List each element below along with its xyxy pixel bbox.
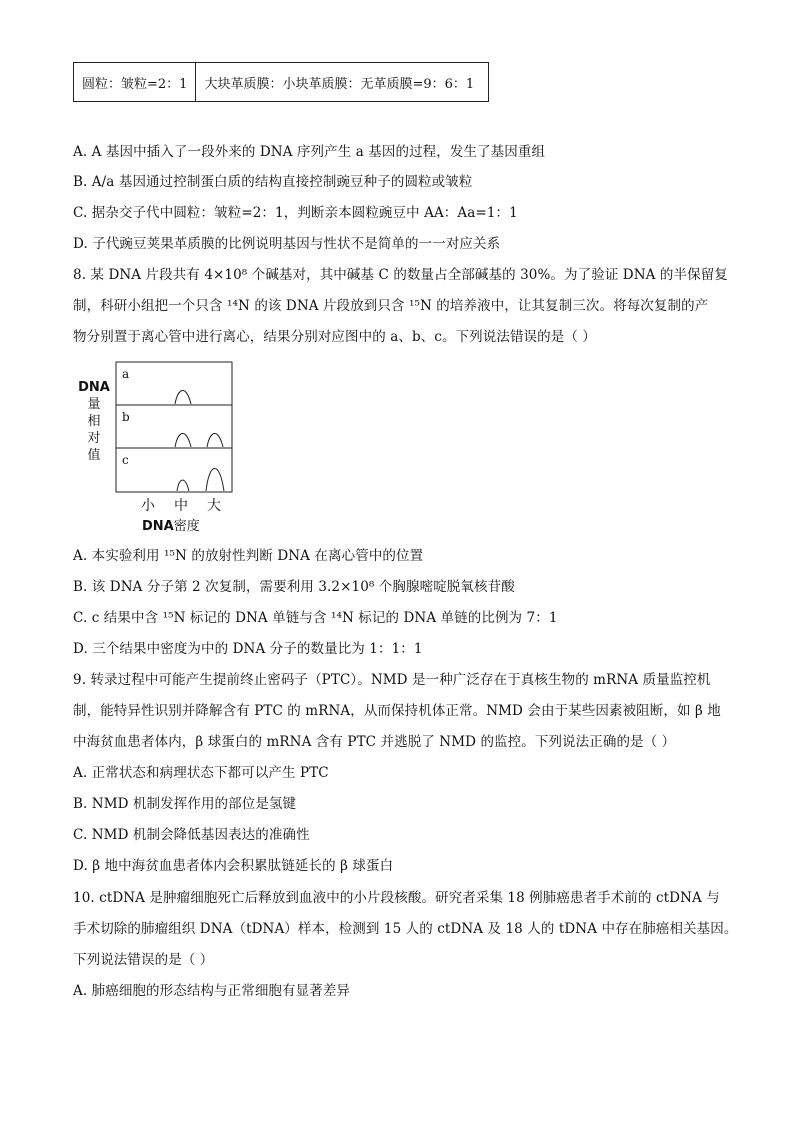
y-axis-label: DNA 量 相 对 值 xyxy=(78,380,110,463)
panel-b-peak-heavy xyxy=(207,433,223,447)
option-9b: B. NMD 机制发挥作用的部位是氢键 xyxy=(73,796,297,812)
option-8c: C. c 结果中含 ¹⁵N 标记的 DNA 单链与含 ¹⁴N 标记的 DNA 单链的比例为 7：1 xyxy=(73,610,558,626)
table-cell-pod-membrane: 大块革质膜：小块革质膜：无革质膜=9：6：1 xyxy=(196,63,489,102)
panel-a-peak-middle xyxy=(175,390,191,404)
table-row xyxy=(74,63,489,102)
panel-label-b: b xyxy=(122,410,130,424)
panel-c-peak-heavy xyxy=(206,468,224,491)
x-axis-label: DNA密度 xyxy=(142,519,200,534)
question-10-line-2: 手术切除的肺瘤组织 DNA（tDNA）样本，检测到 15 人的 ctDNA 及 18 人的 tDNA 中存在肺癌相关基因。 xyxy=(73,921,738,937)
question-8-line-2: 制，科研小组把一个只含 ¹⁴N 的该 DNA 片段放到只含 ¹⁵N 的培养液中，让其复制三次。将每次复制的产 xyxy=(73,298,709,314)
x-tick-small: 小 xyxy=(141,498,155,514)
option-10a: A. 肺癌细胞的形态结构与正常细胞有显著差异 xyxy=(73,983,351,999)
panel-b-peak-middle xyxy=(175,433,191,447)
table-cell-seed-shape: 圆粒：皱粒=2：1 xyxy=(74,63,196,102)
question-9-line-3: 中海贫血患者体内，β 球蛋白的 mRNA 含有 PTC 并逃脱了 NMD 的监控。下列说法正确的是（ ） xyxy=(73,734,676,750)
x-tick-large: 大 xyxy=(207,498,221,514)
option-9c: C. NMD 机制会降低基因表达的准确性 xyxy=(73,827,310,843)
option-7b: B. A/a 基因通过控制蛋白质的结构直接控制豌豆种子的圆粒或皱粒 xyxy=(73,174,473,190)
panel-label-c: c xyxy=(122,453,129,467)
option-7a: A. A 基因中插入了一段外来的 DNA 序列产生 a 基因的过程，发生了基因重组 xyxy=(73,144,546,160)
question-8-line-3: 物分别置于离心管中进行离心，结果分别对应图中的 a、b、c。下列说法错误的是（ ） xyxy=(73,329,596,345)
option-9d: D. β 地中海贫血患者体内会积累肽链延长的 β 球蛋白 xyxy=(73,858,394,874)
question-9-line-1: 9. 转录过程中可能产生提前终止密码子（PTC）。NMD 是一种广泛存在于真核生物的 mRNA 质量监控机 xyxy=(73,672,711,688)
panel-label-a: a xyxy=(122,367,130,381)
option-8d: D. 三个结果中密度为中的 DNA 分子的数量比为 1：1：1 xyxy=(73,641,423,657)
x-tick-middle: 中 xyxy=(174,498,188,514)
panel-c-peak-middle xyxy=(177,480,189,491)
dna-density-figure xyxy=(76,360,246,535)
option-7d: D. 子代豌豆荚果革质膜的比例说明基因与性状不是简单的一一对应关系 xyxy=(73,236,501,252)
question-10-line-1: 10. ctDNA 是肿瘤细胞死亡后释放到血液中的小片段核酸。研究者采集 18 例肺癌患者手术前的 ctDNA 与 xyxy=(73,890,720,906)
question-8-line-1: 8. 某 DNA 片段共有 4×10⁸ 个碱基对，其中碱基 C 的数量占全部碱基的 30%。为了验证 DNA 的半保留复 xyxy=(73,267,728,283)
option-9a: A. 正常状态和病理状态下都可以产生 PTC xyxy=(73,765,329,781)
question-9-line-2: 制，能特异性识别并降解含有 PTC 的 mRNA，从而保持机体正常。NMD 会由于某些因素被阻断，如 β 地 xyxy=(73,703,721,719)
option-8a: A. 本实验利用 ¹⁵N 的放射性判断 DNA 在离心管中的位置 xyxy=(73,548,424,564)
option-8b: B. 该 DNA 分子第 2 次复制，需要利用 3.2×10⁸ 个胸腺嘧啶脱氧核苷酸 xyxy=(73,579,515,595)
option-7c: C. 据杂交子代中圆粒：皱粒=2：1，判断亲本圆粒豌豆中 AA：Aa=1：1 xyxy=(73,205,518,221)
phenotype-ratio-table xyxy=(73,62,489,102)
question-10-line-3: 下列说法错误的是（ ） xyxy=(73,952,214,968)
